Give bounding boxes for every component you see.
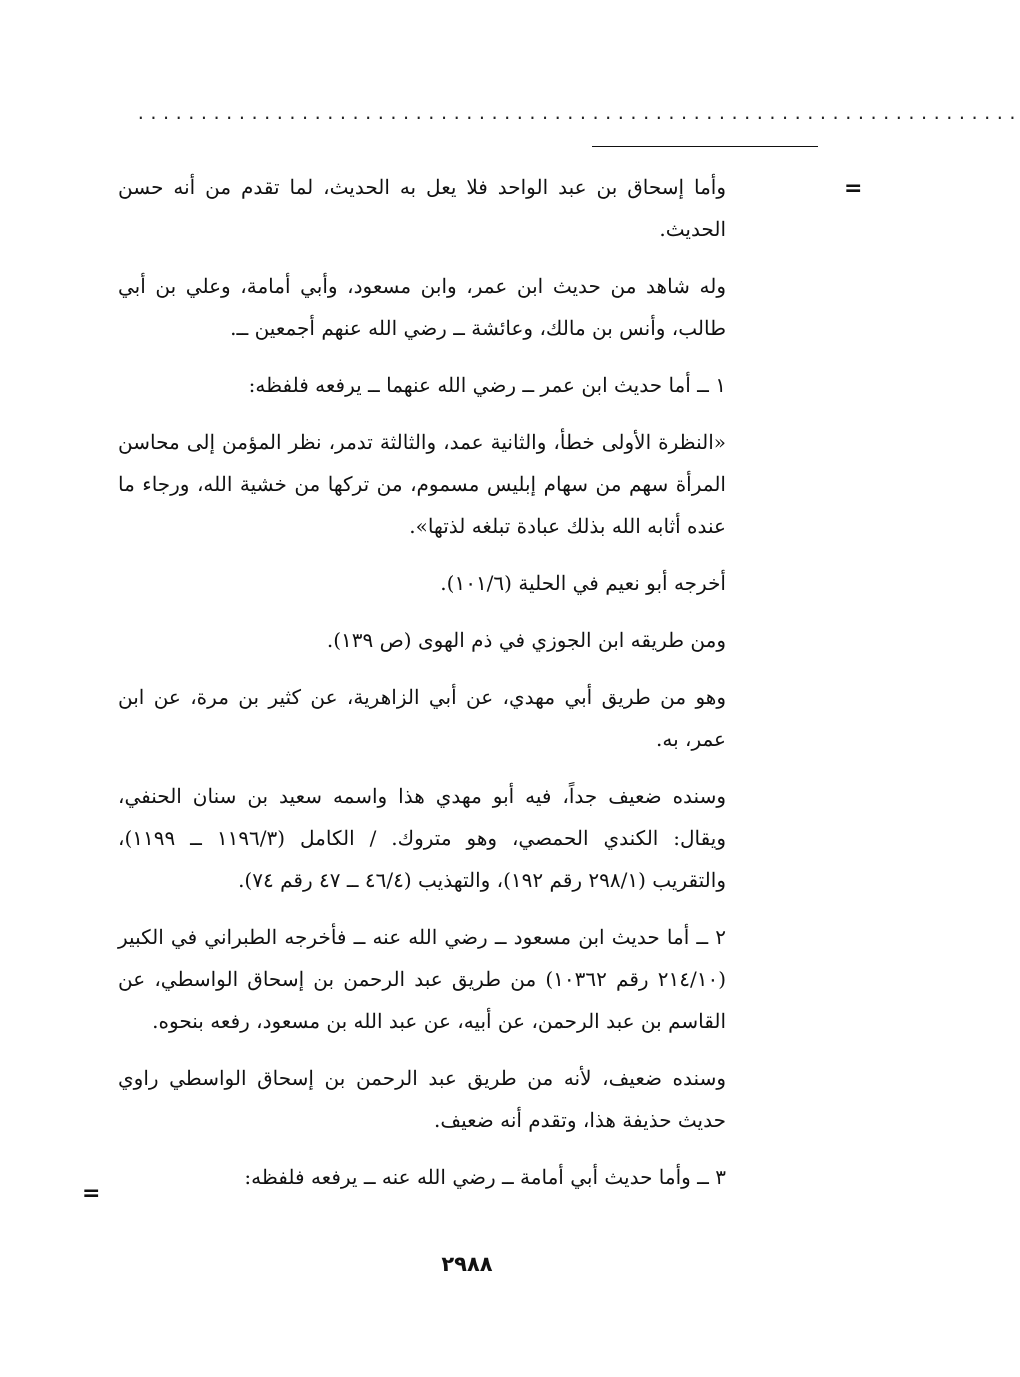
paragraph-5: أخرجه أبو نعيم في الحلية (١٠١/٦). [440, 571, 726, 595]
page-body [118, 166, 726, 1213]
paragraph-3: ١ ــ أما حديث ابن عمر ــ رضي الله عنهما ــ يرفعه فلفظه: [248, 373, 726, 397]
paragraph-8: وسنده ضعيف جداً، فيه أبو مهدي هذا واسمه سعيد بن سنان الحنفي، ويقال: الكندي الحمصي، وهو متروك. / الكامل (١١٩٦/٣ ــ ١١٩٩)، والتقريب (٢٩٨/١ رقم ١٩٢)، والتهذيب (٤٦/٤ ــ ٤٧ رقم ٧٤). [118, 784, 726, 892]
paragraph-4: «النظرة الأولى خطأ، والثانية عمد، والثالثة تدمر، نظر المؤمن إلى محاسن المرأة سهم من سهام إبليس مسموم، من تركها من خشية الله، ورجاء ما عنده أثابه الله بذلك عبادة تبلغه لذتها». [118, 430, 726, 538]
dotted-separator: ...................................................................... [136, 104, 1020, 123]
paragraph-9: ٢ ــ أما حديث ابن مسعود ــ رضي الله عنه ــ فأخرجه الطبراني في الكبير (٢١٤/١٠ رقم ١٠٣٦٢) من طريق عبد الرحمن بن إسحاق الواسطي، عن القاسم بن عبد الرحمن، عن أبيه، عن عبد الله بن مسعود، رفعه بنحوه. [118, 925, 726, 1033]
paragraph-6: ومن طريقه ابن الجوزي في ذم الهوى (ص ١٣٩). [326, 628, 726, 652]
paragraph-11: ٣ ــ وأما حديث أبي أمامة ــ رضي الله عنه ــ يرفعه فلفظه: [244, 1165, 726, 1189]
margin-mark-top: = [844, 176, 863, 201]
paragraph-10: وسنده ضعيف، لأنه من طريق عبد الرحمن بن إسحاق الواسطي راوي حديث حذيفة هذا، وتقدم أنه ضعيف. [118, 1066, 726, 1132]
paragraph-1: وأما إسحاق بن عبد الواحد فلا يعل به الحديث، لما تقدم من أنه حسن الحديث. [118, 175, 726, 241]
paragraph-7: وهو من طريق أبي مهدي، عن أبي الزاهرية، عن كثير بن مرة، عن ابن عمر، به. [118, 685, 726, 751]
page-number: ٢٩٨٨ [441, 1252, 493, 1276]
paragraph-2: وله شاهد من حديث ابن عمر، وابن مسعود، وأبي أمامة، وعلي بن أبي طالب، وأنس بن مالك، وعائشة ــ رضي الله عنهم أجمعين ــ. [118, 274, 726, 340]
margin-mark-bottom: = [82, 1181, 101, 1206]
footnote-rule [592, 146, 818, 147]
